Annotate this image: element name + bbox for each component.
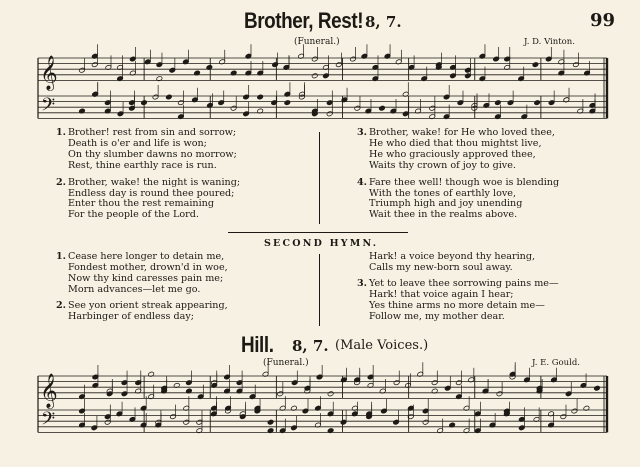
hymn2-bass-note — [267, 419, 274, 425]
second-verse-3: 3. Yet to leave thee sorrowing pains me— Hark! that voice again I hear; Yes thine arms no more detain me— Follow me, my mother dear. — [357, 277, 559, 322]
composer-credit: J. D. Vinton. — [524, 37, 575, 47]
hymn1-bass-note — [284, 100, 291, 106]
hymn2-direction: (Funeral.) — [263, 358, 309, 368]
verse-4: 4. Fare thee well! though woe is blending With the tones of earthly love, Triumph high and joy unending Wait thee in the realms above. — [357, 176, 560, 221]
verses-right-column — [357, 128, 559, 221]
hymn1-bass-note — [166, 94, 173, 100]
hymn1-treble-clef-icon: 𝄞 — [40, 55, 58, 91]
second-column-divider — [319, 254, 320, 326]
hymn-title: Brother, Rest! — [244, 8, 364, 33]
second-verse-continuation: Hark! a voice beyond thy hearing, Calls my new-born soul away. — [369, 251, 536, 273]
second-hymn-left-column — [56, 252, 228, 322]
verse-1: 1. Brother! rest from sin and sorrow; Death is o'er and life is won; On thy slumber dawns no morrow; Rest, thine earthly race is run. — [56, 127, 237, 171]
second-verse-1: 1. Cease here longer to detain me, Fondest mother, drown'd in woe, Now thy kind caresses pain me; Morn advances—let me go. — [56, 251, 228, 295]
verse-2: 2. Brother, wake! the night is waning; Endless day is round thee poured; Enter thou the rest remaining For the people of the Lord. — [56, 176, 241, 221]
hymn1-bass-note — [534, 100, 541, 106]
hymn2-composer: J. E. Gould. — [532, 358, 581, 368]
second-verse-2: 2. See yon orient streak appearing, Harbinger of endless day; — [56, 299, 228, 322]
hymn2-treble-note — [594, 385, 601, 391]
hymn1-bass-clef-icon: 𝄢 — [41, 94, 56, 120]
section-heading: SECOND HYMN. — [264, 238, 379, 249]
hymn2-treble-note — [327, 391, 334, 397]
hymn2-bass-clef-icon: 𝄢 — [41, 408, 56, 434]
hymn2-treble-clef-icon: 𝄞 — [40, 373, 58, 409]
hymn2-title: Hill. — [241, 332, 274, 357]
hymn1-bass-note — [379, 105, 386, 111]
hymn1-treble-note — [532, 62, 539, 68]
hymn1-bass-note — [257, 94, 264, 100]
hymn1-treble-note — [311, 73, 318, 79]
hymn-meter: 8, 7. — [365, 13, 402, 31]
tempo-direction: (Funeral.) — [294, 37, 340, 47]
verses-left-column — [56, 128, 240, 221]
hymn1-bass-note — [141, 100, 148, 106]
section-rule — [228, 232, 408, 233]
hymn2-meter: 8, 7. — [292, 337, 329, 355]
column-divider — [319, 132, 320, 224]
second-hymn-right-column — [357, 252, 559, 322]
page-number: 99 — [590, 10, 616, 31]
hymn1-bass-note — [495, 100, 502, 106]
hymn2-voicing: (Male Voices.) — [335, 338, 429, 353]
verse-3: 3. Brother, wake! for He who loved thee, He who died that thou mightst live, He who graciously approved thee, Waits thy crown of joy to give. — [357, 127, 555, 171]
